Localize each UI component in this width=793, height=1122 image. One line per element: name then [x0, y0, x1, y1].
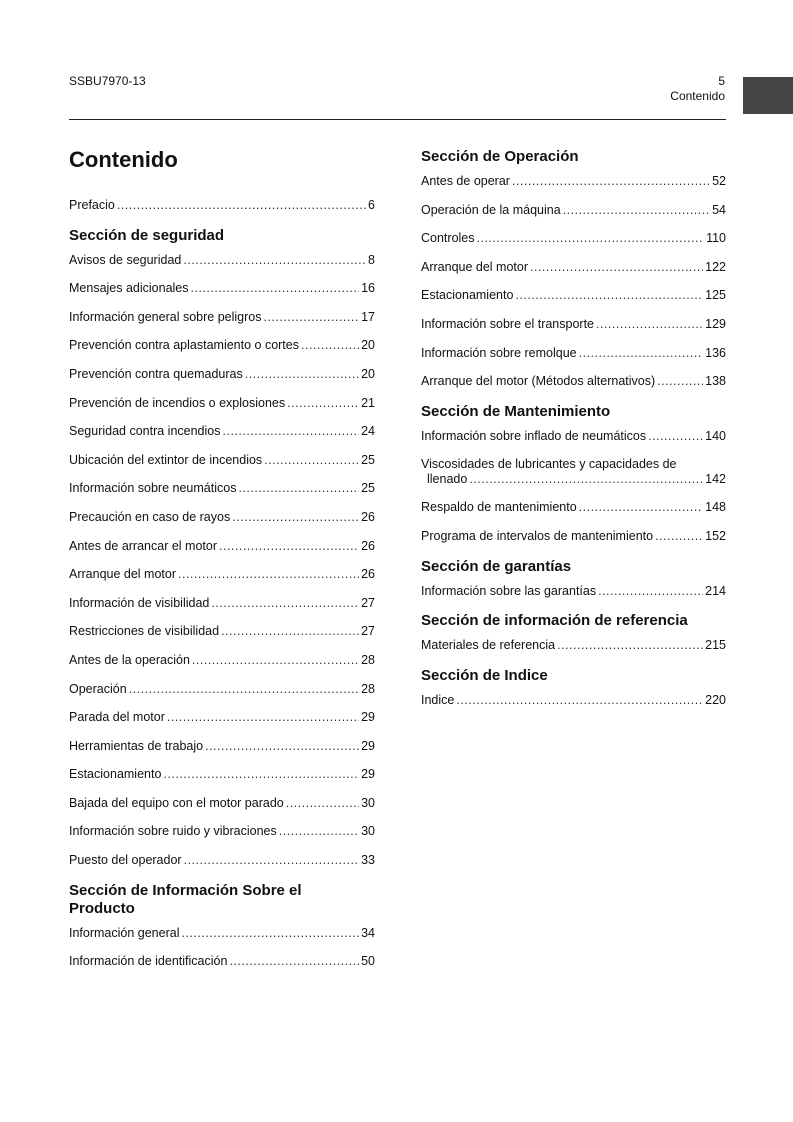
- dot-leader: [596, 317, 703, 332]
- toc-entry-title: Información sobre inflado de neumáticos: [421, 428, 647, 443]
- toc-entry[interactable]: [421, 584, 726, 613]
- toc-entry-title: Mensajes adicionales: [69, 281, 189, 296]
- toc-entry[interactable]: [421, 457, 726, 500]
- toc-entry[interactable]: [69, 453, 375, 482]
- toc-entry-page: 8: [368, 252, 375, 267]
- toc-entry-page: 24: [361, 424, 375, 439]
- toc-entry-page: 28: [361, 652, 375, 667]
- toc-entry[interactable]: [69, 824, 375, 853]
- toc-entry-page: 25: [361, 481, 375, 496]
- toc-entry-prefacio[interactable]: [69, 198, 375, 227]
- toc-entry-page: 214: [705, 583, 726, 598]
- dot-leader: [219, 539, 359, 554]
- toc-entry-page: 220: [705, 692, 726, 707]
- doc-code: SSBU7970-13: [69, 74, 146, 88]
- toc-entry-title: Programa de intervalos de mantenimiento: [421, 528, 654, 543]
- dot-leader: [579, 346, 704, 361]
- toc-entry-title: Estacionamiento: [69, 767, 162, 782]
- toc-entry-page: 26: [361, 509, 375, 524]
- toc-entry[interactable]: [421, 260, 726, 289]
- toc-entry-title: Estacionamiento: [421, 288, 514, 303]
- toc-entry-page: 29: [361, 710, 375, 725]
- toc-entry-page: 27: [361, 624, 375, 639]
- dot-leader: [287, 396, 359, 411]
- section-title-indice: Sección de Indice: [421, 666, 548, 684]
- toc-entry[interactable]: [421, 500, 726, 529]
- toc-entry-title: Operación de la máquina: [421, 202, 561, 217]
- dot-leader: [264, 453, 359, 468]
- toc-entry-title: Información sobre las garantías: [421, 583, 597, 598]
- dot-leader: [184, 853, 360, 868]
- toc-entry[interactable]: [421, 174, 726, 203]
- toc-entry[interactable]: [69, 338, 375, 367]
- toc-entry-page: 125: [705, 288, 726, 303]
- toc-entry[interactable]: [69, 310, 375, 339]
- toc-entry-page: 142: [705, 472, 726, 487]
- dot-leader: [579, 500, 703, 515]
- toc-entry-title: Restricciones de visibilidad: [69, 624, 220, 639]
- dot-leader: [456, 693, 703, 708]
- toc-entry[interactable]: [69, 624, 375, 653]
- dot-leader: [263, 310, 359, 325]
- toc-entry-title: Ubicación del extintor de incendios: [69, 452, 263, 467]
- dot-leader: [229, 954, 359, 969]
- dot-leader: [301, 338, 359, 353]
- section-title-seguridad: Sección de seguridad: [69, 226, 225, 244]
- toc-entry-title: Arranque del motor: [69, 567, 177, 582]
- dot-leader: [477, 231, 705, 246]
- toc-entry[interactable]: [69, 367, 375, 396]
- toc-entry-title: Información sobre ruido y vibraciones: [69, 824, 277, 839]
- toc-entry-page: 136: [705, 345, 726, 360]
- dot-leader: [191, 281, 360, 296]
- toc-entry[interactable]: [69, 567, 375, 596]
- toc-entry[interactable]: [69, 281, 375, 310]
- section-title-referencia: Sección de información de referencia: [421, 612, 688, 630]
- toc-entry-page: 27: [361, 595, 375, 610]
- toc-entry-page: 16: [361, 281, 375, 296]
- toc-entry-title: Indice: [421, 692, 455, 707]
- toc-entry-title: Información sobre remolque: [421, 345, 577, 360]
- toc-entry[interactable]: [69, 710, 375, 739]
- toc-entry[interactable]: [69, 481, 375, 510]
- dot-leader: [117, 198, 366, 213]
- toc-entry[interactable]: [69, 396, 375, 425]
- toc-entry-title: Parada del motor: [69, 710, 165, 725]
- toc-entry[interactable]: [69, 539, 375, 568]
- section-title-line: Sección de Información Sobre el: [69, 881, 302, 899]
- toc-entry-title: Prevención contra aplastamiento o cortes: [69, 338, 299, 353]
- toc-entry-title: Prefacio: [69, 198, 115, 212]
- toc-entry-title: Avisos de seguridad: [69, 252, 182, 267]
- toc-entry-page: 52: [712, 174, 726, 188]
- section-list-referencia: [421, 638, 726, 667]
- toc-entry[interactable]: [421, 203, 726, 232]
- dot-leader: [512, 174, 710, 189]
- dot-leader: [211, 596, 359, 611]
- toc-entry-page: 138: [705, 374, 726, 389]
- toc-entry-continuation: [421, 472, 726, 487]
- dot-leader: [232, 510, 359, 525]
- toc-entry-page: 30: [361, 824, 375, 839]
- section-list-indice: [421, 693, 726, 722]
- toc-entry-title: Respaldo de mantenimiento: [421, 500, 577, 515]
- toc-entry-title: Operación: [69, 681, 127, 696]
- dot-leader: [245, 367, 359, 382]
- toc-left-column: [69, 146, 375, 983]
- toc-entry[interactable]: [421, 374, 726, 403]
- toc-entry-title: Arranque del motor: [421, 259, 529, 274]
- toc-entry-title: Antes de arrancar el motor: [69, 538, 217, 553]
- toc-entry[interactable]: [69, 853, 375, 882]
- dot-leader: [205, 739, 359, 754]
- section-list-garantias: [421, 584, 726, 613]
- toc-entry[interactable]: [69, 926, 375, 955]
- toc-entry[interactable]: [421, 231, 726, 260]
- section-list-producto: [69, 926, 375, 983]
- toc-entry-page: 26: [361, 567, 375, 582]
- toc-entry-title: Información general sobre peligros: [69, 309, 262, 324]
- toc-entry-page: 29: [361, 767, 375, 782]
- toc-entry-page: 21: [361, 395, 375, 410]
- dot-leader: [648, 429, 703, 444]
- toc-entry-title: Información de visibilidad: [69, 595, 210, 610]
- toc-entry-page: 152: [705, 528, 726, 543]
- toc-entry[interactable]: [69, 253, 375, 282]
- toc-entry-title: Información general: [69, 925, 180, 940]
- toc-entry-title: Información de identificación: [69, 954, 228, 969]
- toc-entry[interactable]: [421, 346, 726, 375]
- header-rule: [69, 119, 726, 120]
- dot-leader: [192, 653, 359, 668]
- dot-leader: [167, 710, 359, 725]
- toc-entry-page: 28: [361, 681, 375, 696]
- dot-leader: [279, 824, 359, 839]
- section-list-seguridad: [69, 253, 375, 882]
- section-title-mantenimiento: Sección de Mantenimiento: [421, 402, 611, 420]
- page-title: Contenido: [69, 147, 178, 172]
- toc-entry-page: 148: [705, 500, 726, 515]
- dot-leader: [223, 424, 360, 439]
- toc-entry[interactable]: [69, 739, 375, 768]
- toc-entry[interactable]: [421, 529, 726, 558]
- toc-entry-title-cont: llenado: [427, 472, 468, 487]
- dot-leader: [178, 567, 359, 582]
- toc-entry[interactable]: [69, 596, 375, 625]
- dot-leader: [657, 374, 703, 389]
- dot-leader: [181, 926, 359, 941]
- toc-entry-title: Antes de la operación: [69, 652, 190, 667]
- toc-entry-page: 6: [368, 198, 375, 212]
- toc-entry-page: 26: [361, 538, 375, 553]
- dot-leader: [286, 796, 359, 811]
- dot-leader: [598, 584, 703, 599]
- section-tab-marker: [743, 77, 793, 114]
- toc-entry-title: Información sobre el transporte: [421, 316, 595, 331]
- toc-entry-title: Bajada del equipo con el motor parado: [69, 795, 284, 810]
- toc-entry-page: 122: [705, 259, 726, 274]
- toc-entry-page: 34: [361, 925, 375, 940]
- dot-leader: [515, 288, 703, 303]
- toc-entry-title: Seguridad contra incendios: [69, 424, 221, 439]
- toc-entry-title: Puesto del operador: [69, 853, 182, 868]
- toc-entry[interactable]: [421, 638, 726, 667]
- dot-leader: [163, 767, 359, 782]
- dot-leader: [238, 481, 359, 496]
- toc-entry-page: 29: [361, 738, 375, 753]
- toc-entry-page: 215: [705, 638, 726, 653]
- toc-entry-title: Viscosidades de lubricantes y capacidades de: [421, 457, 677, 472]
- toc-entry-page: 50: [361, 954, 375, 969]
- toc-entry[interactable]: [421, 693, 726, 722]
- toc-entry-page: 25: [361, 452, 375, 467]
- toc-entry-title: Arranque del motor (Métodos alternativos): [421, 374, 656, 389]
- toc-entry[interactable]: [69, 954, 375, 983]
- toc-entry-page: 129: [705, 316, 726, 331]
- section-list-operacion: [421, 174, 726, 403]
- page-header-right: [670, 74, 725, 104]
- toc-entry-title: Prevención contra quemaduras: [69, 366, 243, 381]
- toc-entry[interactable]: [69, 510, 375, 539]
- dot-leader: [557, 638, 703, 653]
- toc-entry-page: 140: [705, 428, 726, 443]
- toc-entry-title: Precaución en caso de rayos: [69, 509, 231, 524]
- toc-entry-title: Prevención de incendios o explosiones: [69, 395, 286, 410]
- dot-leader: [129, 682, 359, 697]
- dot-leader: [530, 260, 703, 275]
- toc-entry-title: Herramientas de trabajo: [69, 738, 204, 753]
- section-title-operacion: Sección de Operación: [421, 148, 579, 165]
- toc-entry-title: Información sobre neumáticos: [69, 481, 237, 496]
- toc-entry-title: Antes de operar: [421, 174, 510, 188]
- page-number: 5: [718, 74, 725, 88]
- dot-leader: [183, 253, 366, 268]
- dot-leader: [655, 529, 703, 544]
- section-list-mantenimiento: [421, 429, 726, 558]
- toc-entry[interactable]: [421, 429, 726, 458]
- section-title-line: Producto: [69, 899, 135, 917]
- dot-leader: [221, 624, 359, 639]
- toc-entry[interactable]: [421, 317, 726, 346]
- toc-entry-page: 54: [712, 202, 726, 217]
- toc-entry-title: Materiales de referencia: [421, 638, 556, 653]
- section-title-garantias: Sección de garantías: [421, 557, 572, 575]
- toc-entry[interactable]: [69, 767, 375, 796]
- header-section-name: Contenido: [670, 89, 725, 103]
- toc-entry[interactable]: [69, 653, 375, 682]
- toc-entry[interactable]: [421, 288, 726, 317]
- toc-entry[interactable]: [69, 682, 375, 711]
- toc-entry-title: Controles: [421, 231, 475, 246]
- section-title-producto: [69, 882, 375, 918]
- toc-entry-page: 17: [361, 309, 375, 324]
- toc-entry-page: 20: [361, 366, 375, 381]
- toc-entry[interactable]: [69, 424, 375, 453]
- toc-entry[interactable]: [69, 796, 375, 825]
- dot-leader: [469, 472, 703, 487]
- toc-entry-page: 110: [706, 231, 726, 246]
- dot-leader: [563, 203, 710, 218]
- toc-right-column: [421, 148, 726, 721]
- toc-entry-page: 30: [361, 795, 375, 810]
- toc-entry-page: 33: [361, 853, 375, 868]
- toc-entry-page: 20: [361, 338, 375, 353]
